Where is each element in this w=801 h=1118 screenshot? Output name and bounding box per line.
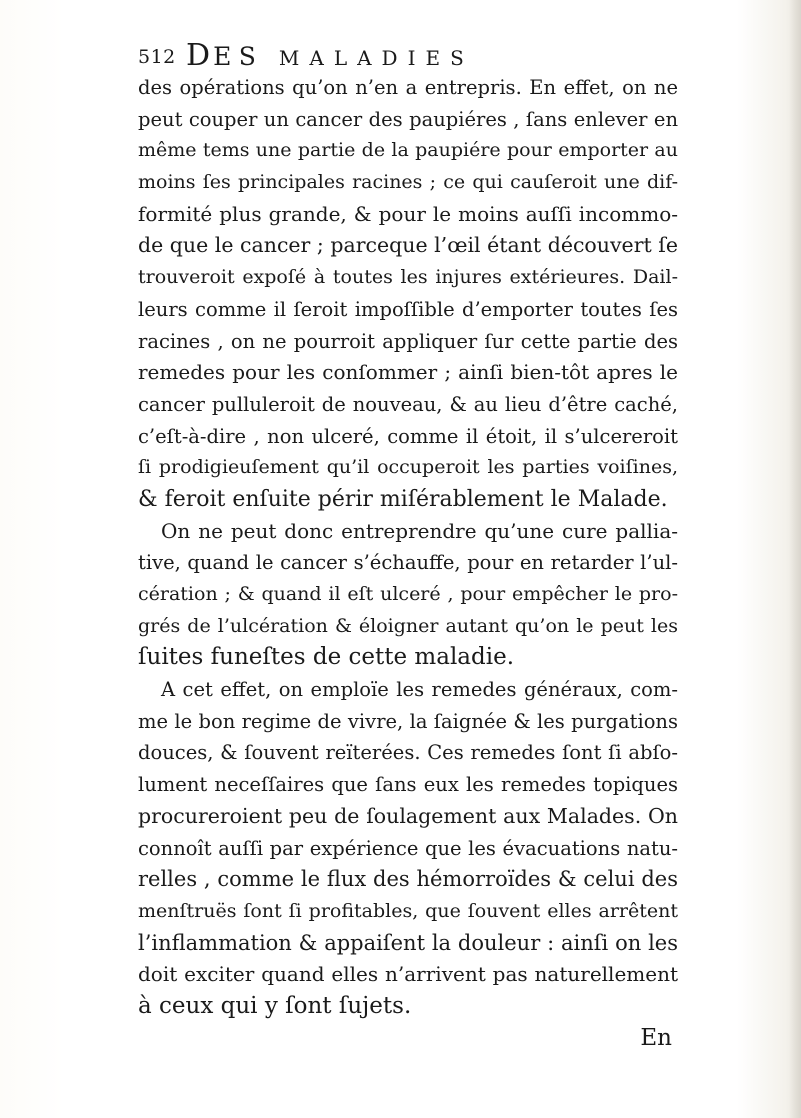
text-line: l’inflammation & appaiſent la douleur : ainſi on les bbox=[138, 930, 678, 955]
text-line: grés de l’ulcération & éloigner autant qu’on le peut les bbox=[138, 614, 678, 637]
page-number: 512 bbox=[138, 46, 176, 68]
catchword: En bbox=[640, 1024, 672, 1051]
text-line: procureroient peu de ſoulagement aux Malades. On bbox=[138, 803, 678, 828]
running-head-second-word: MALADIES bbox=[278, 46, 474, 70]
text-line: leurs comme il ſeroit impoſſible d’emporter toutes ſes bbox=[138, 297, 678, 321]
text-line: ſuites funeſtes de cette maladie. bbox=[138, 644, 515, 671]
text-line: lument neceſſaires que ſans eux les remedes topiques bbox=[138, 773, 678, 797]
text-line: douces, & ſouvent reïterées. Ces remedes ſont ſi abſo- bbox=[138, 741, 678, 765]
text-line: peut couper un cancer des paupiéres , ſans enlever en bbox=[138, 107, 678, 131]
running-head bbox=[186, 38, 474, 73]
text-line: formité plus grande, & pour le moins auſſi incommo- bbox=[138, 201, 678, 226]
text-line: cération ; & quand il eſt ulceré , pour empêcher le pro- bbox=[138, 583, 678, 605]
text-line: relles , comme le flux des hémorroïdes & celui des bbox=[138, 867, 678, 892]
text-line: cancer pulluleroit de nouveau, & au lieu d’être caché, bbox=[138, 392, 678, 416]
text-line: connoît auſſi par expérience que les évacuations natu- bbox=[138, 836, 678, 860]
running-head-initial: D bbox=[186, 38, 214, 73]
text-line: me le bon regime de vivre, la ſaignée & les purgations bbox=[138, 709, 678, 733]
text-line: des opérations qu’on n’en a entrepris. En effet, on ne bbox=[138, 76, 678, 99]
text-line: remedes pour les conſommer ; ainſi bien-tôt apres le bbox=[138, 360, 678, 385]
text-line: & feroit enſuite périr miſérablement le Malade. bbox=[138, 486, 668, 512]
text-line: de que le cancer ; parceque l’œil étant découvert ſe bbox=[138, 233, 678, 258]
text-line: menſtruës ſont ſi profitables, que ſouvent elles arrêtent bbox=[138, 899, 678, 922]
text-line-paragraph-start: A cet effet, on emploïe les remedes généraux, com- bbox=[161, 678, 678, 702]
text-line: trouveroit expoſé à toutes les injures extérieures. Dail- bbox=[138, 266, 678, 289]
text-line: ſi prodigieuſement qu’il occuperoit les parties voiſines, bbox=[138, 456, 678, 479]
text-line-paragraph-start: On ne peut donc entreprendre qu’une cure pallia- bbox=[161, 518, 678, 543]
text-line: moins ſes principales racines ; ce qui cauſeroit une dif- bbox=[138, 171, 678, 194]
text-line: même tems une partie de la paupiére pour emporter au bbox=[138, 139, 678, 162]
body-text bbox=[138, 72, 678, 1054]
text-line: doit exciter quand elles n’arrivent pas naturellement bbox=[138, 962, 678, 987]
text-line: tive, quand le cancer s’échauffe, pour en retarder l’ul- bbox=[138, 551, 678, 575]
page-edge-shadow bbox=[789, 0, 801, 1118]
text-line: c’eſt-à-dire , non ulceré, comme il étoit, il s’ulcereroit bbox=[138, 424, 678, 448]
text-line: à ceux qui y ſont ſujets. bbox=[138, 992, 412, 1019]
text-line: racines , on ne pourroit appliquer ſur cette partie des bbox=[138, 329, 678, 353]
running-head-first-word-rest: ES bbox=[213, 42, 279, 71]
page-header bbox=[138, 38, 678, 73]
